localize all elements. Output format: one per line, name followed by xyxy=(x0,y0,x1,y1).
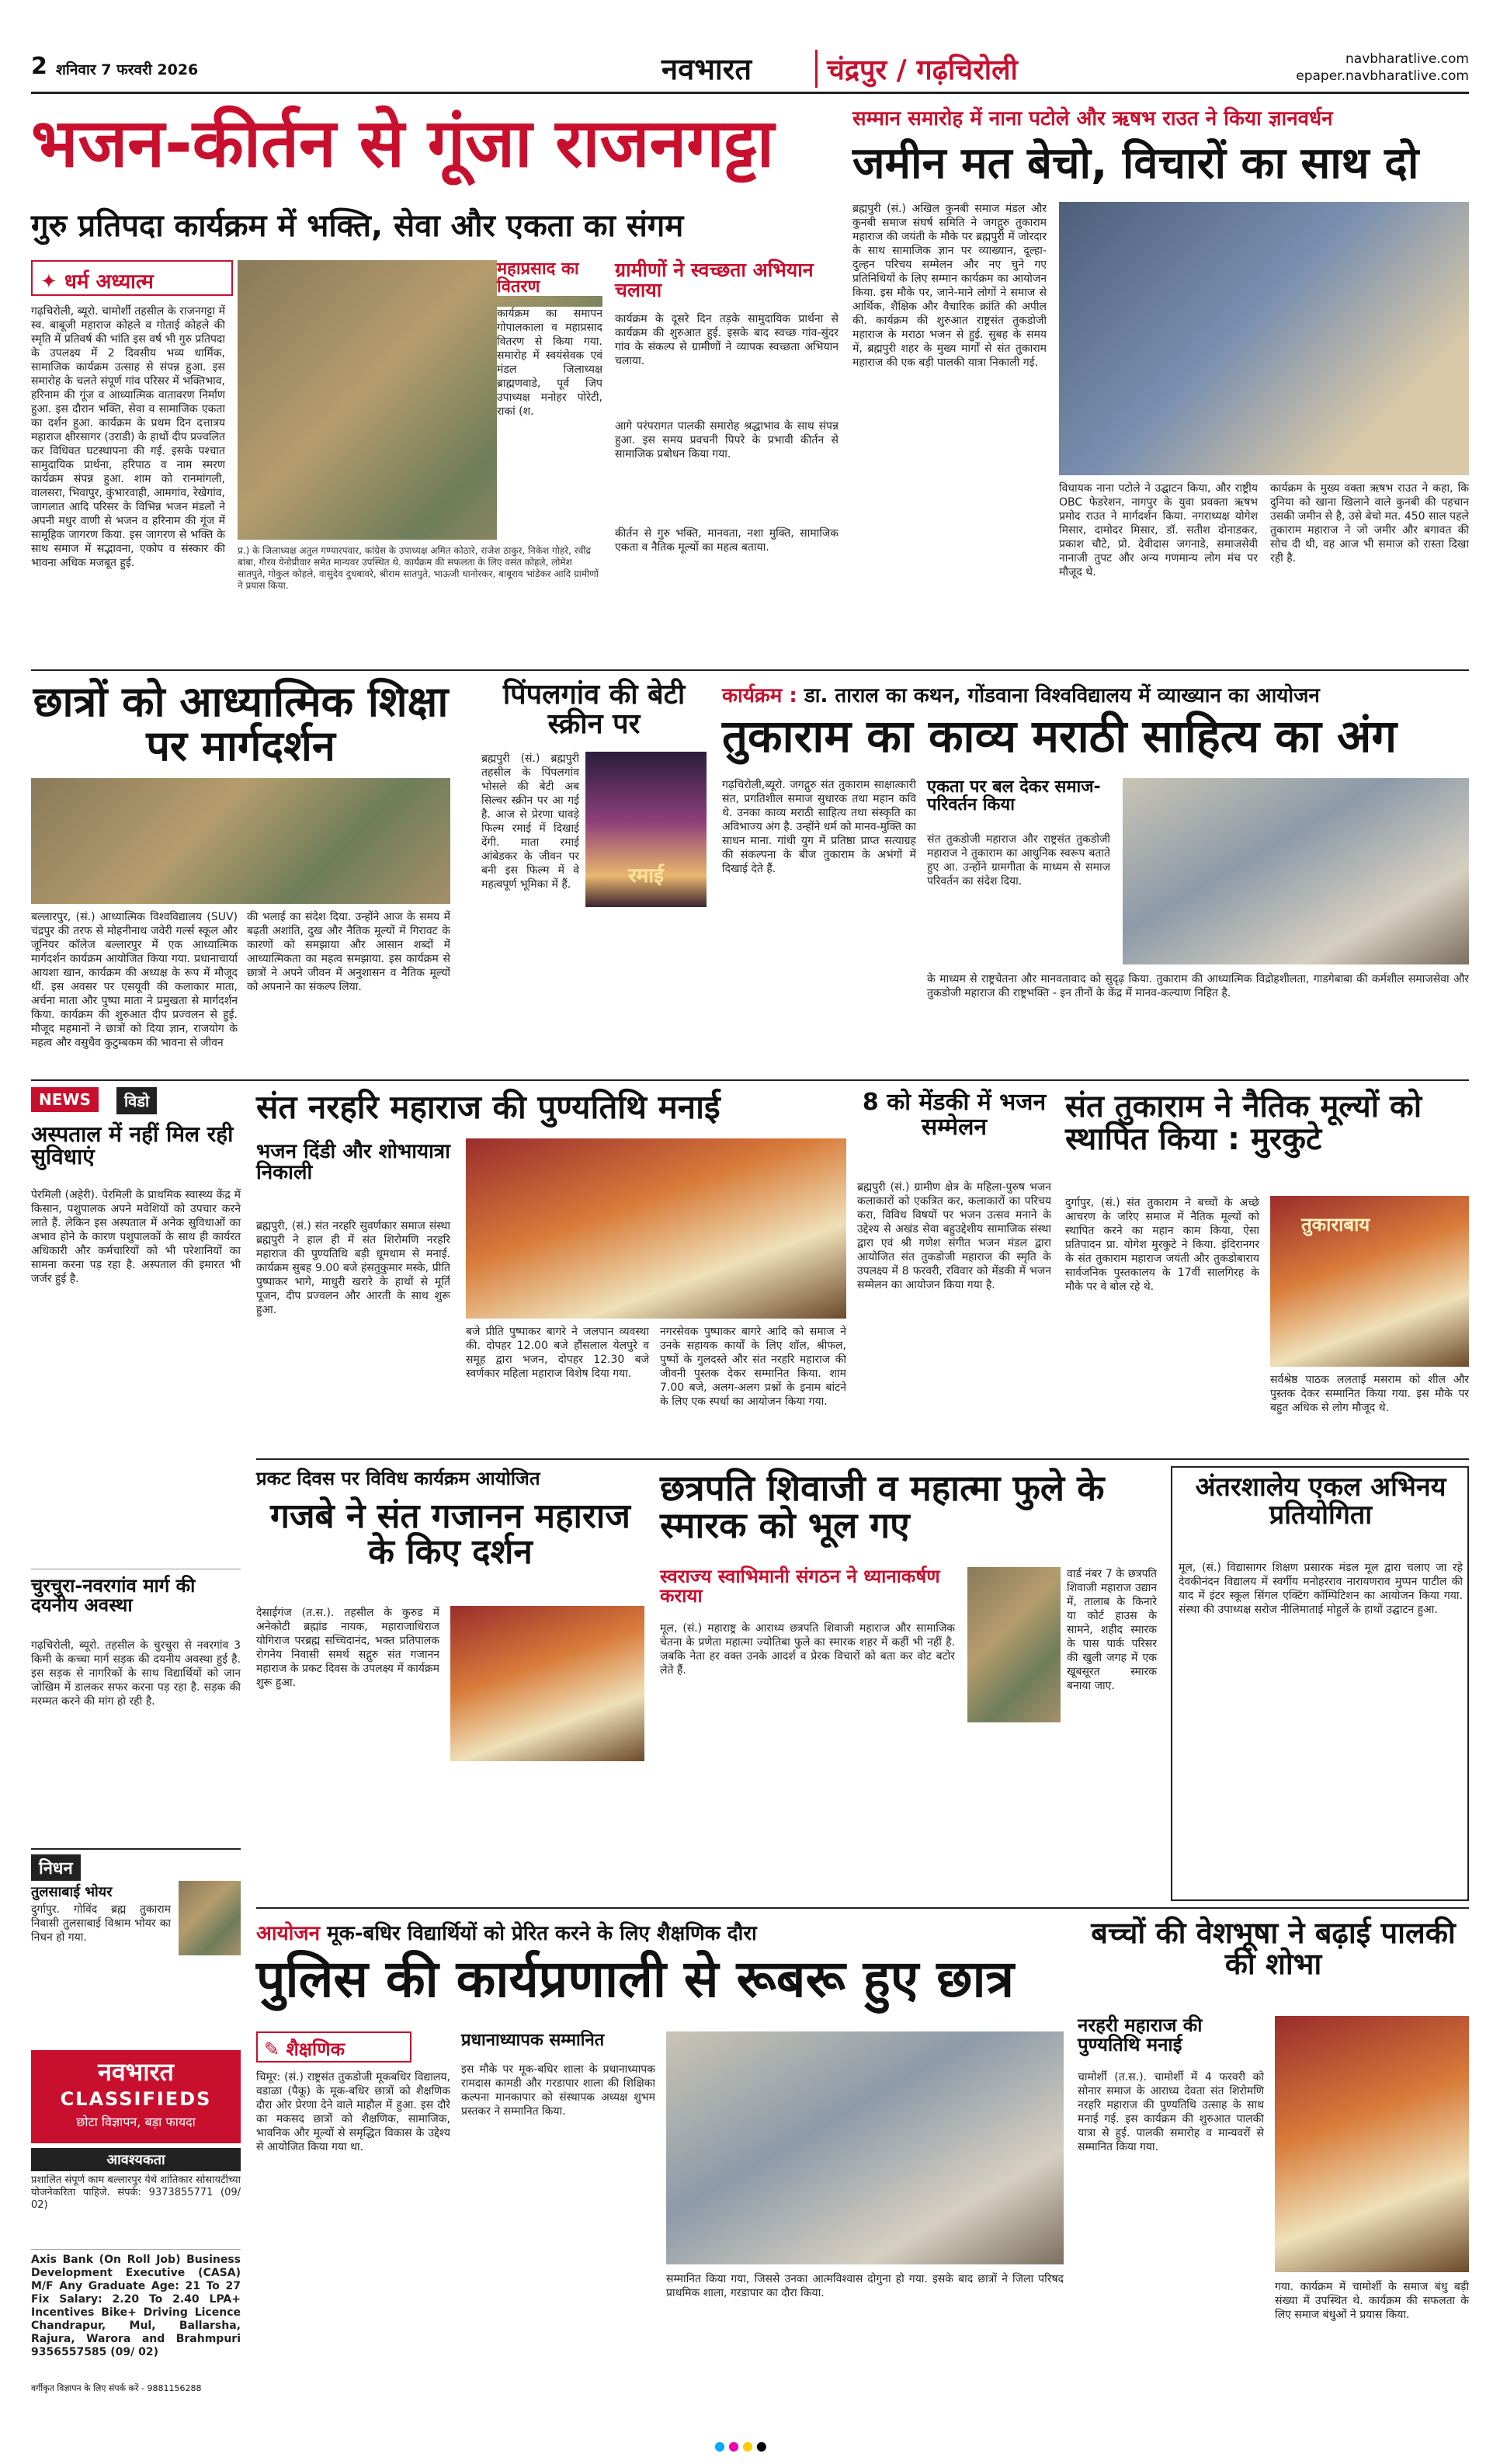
karyakram-kicker xyxy=(722,680,1320,708)
police-body2: सम्मानित किया गया, जिससे उनका आत्मविश्वास दोगुना हो गया. इसके बाद छात्रों ने जिला परिषद प्राथमिक शाला, गरडापार का दौरा किया. xyxy=(666,2273,1064,2299)
website-link[interactable]: navbharatlive.com xyxy=(1345,51,1469,67)
classifieds-title: CLASSIFIEDS xyxy=(60,2088,212,2110)
police-kicker xyxy=(256,1918,757,1946)
abhinay-story xyxy=(1171,1466,1469,1901)
classified-ad-1: प्रशालित संपूर्ण काम बल्लारपुर येथे शांतिकार सोसायटीच्या योजनेकरिता पाहिजे. संपर्क: 9373855771 (09/ 02) xyxy=(31,2174,241,2211)
karyakram-side-head: एकता पर बल देकर समाज-परिवर्तन किया xyxy=(927,777,1101,815)
abhinay-body: मूल, (सं.) विद्यासागर शिक्षण प्रसारक मंडल मूल द्वारा चलाए जा रहे देवकीनंदन विद्यालय में स्वर्गीय मनोहरराव नारायणराव मुप्पन पाटील की याद में इंटर स्कूल सिंगल एक्टिंग कॉम्पिटिशन का आयोजन किया गया. संस्था की उपाध्यक्ष सरोज नीलिमाताई मोहुर्ले के हाथों उद्घाटन हुआ. xyxy=(1179,1562,1463,1616)
narhari-body: ब्रह्मपुरी, (सं.) संत नरहरि सुवर्णकार समाज संस्था ब्रह्मपुरी ने हाल ही में संत शिरोमणि नरहरि महाराज की पुण्यतिथि बड़ी धूमधाम से मनाई. कार्यक्रम सुबह 9.00 बजे हंसतुकुमार मस्के, प्रीति पुष्पाकर भागे, माधुरी खरारे के हाथों से मूर्ति पूजन, दीप प्रज्वलन और आरती के साथ शुरू हुआ. xyxy=(256,1220,450,1316)
narhari-body2: बजे प्रीति पुष्पाकर बागरे ने जलपान व्यवस्था की. दोपहर 12.00 बजे हौंसलाल येलपुरे व समूह द्वारा भजन, दोपहर 12.30 बजे स्वर्णकार महिला महाराज विशेष दिया गया. xyxy=(466,1326,649,1380)
lead-subhead: गुरु प्रतिपदा कार्यक्रम में भक्ति, सेवा और एकता का संगम xyxy=(31,208,684,244)
karyakram-body2: के माध्यम से राष्ट्रचेतना और मानवतावाद को सुदृढ़ किया. तुकाराम की आध्यात्मिक विद्रोहशीलता, गाडगेबाबा की कर्मशील समाजसेवा और तुकडोजी महाराज की राष्ट्रभक्ति - इन तीनों के केंद्र में मानव-कल्याण निहित है. xyxy=(927,973,1469,999)
vido-tag-label: विडो xyxy=(116,1087,157,1114)
masthead xyxy=(31,48,1469,103)
book-icon: ✎ xyxy=(264,2038,280,2060)
classifieds-divider xyxy=(31,2249,241,2250)
classifieds-tagline: छोटा विज्ञापन, बड़ा फायदा xyxy=(76,2115,196,2129)
tukaram-story xyxy=(1065,1087,1469,1452)
police-photo xyxy=(666,2031,1064,2264)
abhinay-headline: अंतरशालेय एकल अभिनय प्रतियोगिता xyxy=(1195,1472,1446,1531)
section-rule-3 xyxy=(256,1458,1469,1460)
section-tag xyxy=(31,260,233,296)
karyakram-kicker-text: डा. ताराल का कथन, गोंडवाना विश्वविद्यालय में व्याख्यान का आयोजन xyxy=(804,684,1320,707)
samman-kicker: सम्मान समारोह में नाना पटोले और ऋषभ राउत ने किया ज्ञानवर्धन xyxy=(852,107,1333,130)
samman-headline: जमीन मत बेचो, विचारों का साथ दो xyxy=(852,138,1419,189)
section-rule-4 xyxy=(256,1907,1469,1909)
tukaram-body2: सर्वश्रेष्ठ पाठक ललताई मसराम को शील और पुस्तक देकर सम्मानित किया गया. इस मौके पर बहुत अधिक से लोग मौजूद थे. xyxy=(1270,1374,1469,1414)
masthead-rule xyxy=(31,92,1469,94)
tukaram-banner-text: तुकाराबाय xyxy=(1301,1214,1370,1235)
police-side-body: इस मौके पर मूक-बधिर शाला के प्रधानाध्यापक रामदास कामडी और गरडापार शाला की शिक्षिका कल्पना मानकापार को संस्थापक अध्यक्ष शुभम प्रस्तकर ने सम्मानित किया. xyxy=(461,2063,655,2118)
gajanan-story xyxy=(256,1466,644,1901)
shivaji-statue-photo xyxy=(967,1567,1061,1722)
nidhan-label: निधन xyxy=(31,1854,81,1881)
chhatra-story xyxy=(31,677,466,1073)
palki-story xyxy=(1078,1915,1469,2428)
section-tag-label: धर्म अध्यात्म xyxy=(64,270,154,294)
section-rule-1 xyxy=(31,669,1469,671)
classifieds-section: आवश्यकता xyxy=(31,2148,241,2171)
film-poster-title: रमाई xyxy=(628,864,664,888)
news-headline2: चुरचुरा-नवरगांव मार्ग की दयनीय अवस्था xyxy=(31,1575,196,1617)
pimpal-story xyxy=(481,677,707,1073)
tukaram-body: दुर्गापुर, (सं.) संत तुकाराम ने बच्चों के अच्छे आचरण के जरिए समाज में नैतिक मूल्यों को स्थापित करने का महान काम किया, ऐसा प्रतिपादन प्रा. योगेश मुरकुटे ने किया. इंदिरानगर के संत तुकाराम महाराज जयंती और तुकडोबाराय सार्वजनिक पुस्तकालय के 17वीं सालगिरह के मौके पर वे बोल रहे थे. xyxy=(1065,1197,1259,1293)
news-body2: गढ़चिरोली, ब्यूरो. तहसील के चुरचुरा से नवरगांव 3 किमी के कच्चा मार्ग सड़क की दयनीय अवस्था हुई है. इस सड़क से नागरिकों के साथ विद्यार्थियों को जान जोखिम में डालकर सफर करना पड़ रहा है. सड़क की मरम्मत करने की मांग हो रही है. xyxy=(31,1639,241,1708)
news-vido-box xyxy=(31,1087,241,2042)
classifieds-logo: नवभारत xyxy=(98,2057,174,2087)
gajanan-body: देसाईगंज (त.स.). तहसील के कुरुड में अनेकोटी ब्रह्मांड नायक, महाराजाधिराज योगिराज परब्रह्म सच्चिदानंद, भक्त प्रतिपालक रोगनेय निवासी समर्थ सद्गुरु संत गजानन महाराज के प्रकट दिवस के उपलक्ष्य में कार्यक्रम शुरू हुआ. xyxy=(256,1607,439,1689)
narhari-story xyxy=(256,1087,846,1452)
lead-story xyxy=(31,105,839,664)
shivaji-story xyxy=(660,1466,1157,1901)
classifieds-header xyxy=(31,2050,241,2143)
karyakram-body: गढ़चिरोली,ब्यूरो. जगद्गुरु संत तुकाराम साक्षात्कारी संत, प्रगतिशील समाज सुधारक तथा महान कवि थे. उनका काव्य मराठी साहित्य तथा संस्कृति का अविभाज्य अंग है. उन्होंने धर्म को मानव-मुक्ति का साधन माना. गांधी युग में प्रतिष्ठा प्राप्त सत्याग्रह की संकल्पना के बीज तुकाराम के अभंगों में दिखाई देते हैं. xyxy=(722,779,916,875)
shivaji-subhead: स्वराज्य स्वाभिमानी संगठन ने ध्यानाकर्षण कराया xyxy=(660,1566,940,1607)
edition-name: चंद्रपुर / गढ़चिरोली xyxy=(815,50,1018,88)
palki-subhead: नरहरी महाराज की पुण्यतिथि मनाई xyxy=(1078,2014,1203,2056)
samman-body: ब्रह्मपुरी (सं.) अखिल कुनबी समाज मंडल और कुनबी समाज संघर्ष समिति ने जगद्गुरु तुकाराम महाराज की जयंती के मौके पर ब्रह्मपुरी में जोरदार के साथ सामाजिक ज्ञान पर व्याख्यान, दूल्हा-दुल्हन परिचय सम्मेलन और नए चुने गए प्रतिनिधियों के लिए सम्मान कार्यक्रम का आयोजन किया. इस मौके पर, जाने-माने लोगों ने समाज से आर्थिक, शैक्षिक और वैचारिक क्रांति की अपील की. कार्यक्रम की शुरुआत राष्ट्रसंत तुकडोजी महाराज के मराठा भजन से हुई. सुबह के समय में, ब्रह्मपुरी शहर के मुख्य मार्गों से संत तुकाराम महाराज की एक बड़ी पालकी यात्रा निकाली गई. xyxy=(852,203,1047,369)
shivaji-body: मूल, (सं.) महाराष्ट्र के आराध्य छत्रपति शिवाजी महाराज और सामाजिक चेतना के प्रणेता महात्मा ज्योतिबा फुले का स्मारक शहर में कहीं भी नहीं है. जबकि नेता हर वक्त उनके आदर्श व प्रेरक विचारों को बता कर वोट बटोर लेते हैं. xyxy=(660,1622,955,1677)
karyakram-kicker-label: कार्यक्रम : xyxy=(722,684,797,707)
police-kicker-text: मूक-बधिर विद्यार्थियों को प्रेरित करने के लिए शैक्षणिक दौरा xyxy=(327,1922,757,1945)
police-tag xyxy=(256,2031,411,2063)
gajanan-photo xyxy=(450,1606,644,1761)
issue-date: शनिवार 7 फरवरी 2026 xyxy=(56,61,199,78)
gajanan-kicker: प्रकट दिवस पर विविध कार्यक्रम आयोजित xyxy=(256,1468,540,1489)
pimpal-headline: पिंपलगांव की बेटी स्क्रीन पर xyxy=(502,679,686,740)
palki-headline: बच्चों की वेशभूषा ने बढ़ाई पालकी की शोभा xyxy=(1091,1916,1456,1981)
lead-body: गढ़चिरोली, ब्यूरो. चामोर्शी तहसील के राजनगट्टा में स्व. बाबूजी महाराज कोहले व गोताई कोहले की स्मृति में प्रतिवर्ष की भांति इस वर्ष भी गुरु प्रतिपदा के उपलक्ष्य में 2 दिवसीय भव्य धार्मिक, सामाजिक कार्यक्रम उत्साह से संपन्न हुआ. इस समारोह के चलते संपूर्ण गांव परिसर में भक्तिभाव, हरिनाम की गूंज व आध्यात्मिक वातावरण निर्माण हुआ. इस दौरान भक्ति, सेवा व सामाजिक एकता का दर्शन हुआ. कार्यक्रम के प्रथम दिन दत्तात्रय महाराज क्षीरसागर (उराडी) के हाथों दीप प्रज्वलित कर विधिवत घटस्थापना की गई. इसके पश्चात सामुदायिक प्रार्थना, हरिपाठ व नाम स्मरण कार्यक्रम संपन्न हुआ. शाम को रानमांगली, वालसरा, भिवापुर, कुंभारवाही, आमगांव, रेखेगांव, जागलात आदि परिसर के विभिन्न भजन मंडलों ने अपनी मधुर वाणी से भजन व हरिनाम की गूंज में सामूहिक जागरण किया. इस जागरण से भक्ति के साथ समाज में सद्भावना, एकोप व संस्कार की भावना अधिक मजबूत हुई. xyxy=(31,305,225,569)
mandi-story xyxy=(857,1087,1051,1452)
lead-side2-b2: आगे परंपरागत पालकी समारोह श्रद्धाभाव के साथ संपन्न हुआ. इस समय प्रवचनी पिपरे के प्रभावी कीर्तन से सामाजिक प्रबोधन किया गया. xyxy=(615,420,839,460)
samman-body2: विधायक नाना पटोले ने उद्घाटन किया, और राष्ट्रीय OBC फेडरेशन, नागपुर के युवा प्रवक्ता ऋषभ प्रमोद राउत ने मार्गदर्शन किया. नगराध्यक्ष योगेश मिसार, दामोदर मिसार, डॉ. सतीश दोनाडकर, प्रकाश चौटे, प्रो. देवीदास जगनाडे, समाजसेवी नानाजी तुपट और अन्य गणमान्य लोग मंच पर मौजूद थे. xyxy=(1059,482,1258,579)
police-kicker-label: आयोजन xyxy=(256,1922,321,1945)
lead-side2-b1: कार्यक्रम के दूसरे दिन तड़के सामुदायिक प्रार्थना से कार्यक्रम की शुरुआत हुई. इसके बाद स्वच्छ गांव-सुंदर गांव के संकल्प से ग्रामीणों ने व्यापक स्वच्छता अभियान चलाया. xyxy=(615,313,839,367)
samman-story xyxy=(852,109,1469,664)
registration-marks: ●●●● xyxy=(714,2438,770,2453)
police-tag-label: शैक्षणिक xyxy=(286,2038,345,2060)
news-body: पेरमिली (अहेरी). पेरमिली के प्राथमिक स्वास्थ्य केंद्र में किसान, पशुपालक अपने मवेशियों को उपचार करने लाते हैं. लेकिन इस अस्पताल में अनेक सुविधाओं का अभाव होने के कारण पशुपालकों के साथ ही कार्यरत अधिकारी और कर्मचारियों को भी परेशानियों का सामना करना पड़ रहा है. अस्पताल की इमारत भी जर्जर हुई है. xyxy=(31,1189,241,1285)
epaper-link[interactable]: epaper.navbharatlive.com xyxy=(1296,68,1469,84)
lead-photo-caption: प्र.) के जिलाध्यक्ष अतुल गण्यारपवार, कांग्रेस के उपाध्यक्ष अमित कोठारे, राजेश ठाकुर, निकेश गोहरे, रवींद्र बांबा, गौरव येनोप्रीवार समेत मान्यवर उपस्थित थे. कार्यक्रम की सफलता के लिए वसंत कोहले, लोमेश सातपुते, गोकुल कोहले, वासुदेव दुधबावरे, श्रीराम सातपुते, भाऊजी धानोरकर, बाबूराव भांडेकर आदि ग्रामीणों ने प्रयास किया. xyxy=(238,545,599,591)
shivaji-body2: वार्ड नंबर 7 के छत्रपति शिवाजी महाराज उद्यान में, तालाब के किनारे या कोर्ट हाउस के सामने, शहीद स्मारक के पास पार्क परिसर की खुली जगह में एक खूबसूरत स्मारक बनाया जाए. xyxy=(1067,1568,1157,1692)
nidhan-name: तुलसाबाई भोयर xyxy=(31,1884,113,1900)
palki-body2: गया. कार्यक्रम में चामोर्शी के समाज बंधु बड़ी संख्या में उपस्थित थे. कार्यक्रम की सफलता के लिए समाज बंधुओं ने प्रयास किया. xyxy=(1275,2281,1469,2321)
tukaram-photo xyxy=(1270,1196,1469,1367)
nidhan-portrait xyxy=(179,1881,241,1955)
palki-body: चामोर्शी (त.स.). चामोर्शी में 4 फरवरी को सोनार समाज के आराध्य देवता संत शिरोमणि नरहरि महाराज की पुण्यतिथि उत्साह के साथ मनाई गई. इस कार्यक्रम की शुरुआत पालकी यात्रा से हुई. पालकी समारोह व मान्यवरों से सम्मानित किया गया. xyxy=(1078,2071,1264,2153)
karyakram-side-body: संत तुकडोजी महाराज और राष्ट्रसंत तुकडोजी महाराज ने तुकाराम का आधुनिक स्वरूप बताते हुए आ. उन्होंने ग्रामगीता के माध्यम से समाज परिवर्तन का संदेश दिया. xyxy=(927,833,1110,888)
pray-icon: ✦ xyxy=(40,270,57,294)
lead-side2-head: ग्रामीणों ने स्वच्छता अभियान चलाया xyxy=(615,259,814,302)
karyakram-headline: तुकाराम का काव्य मराठी साहित्य का अंग xyxy=(722,710,1398,763)
chhatra-photo xyxy=(31,778,450,904)
nidhan-box xyxy=(31,1848,241,1957)
lead-side2-b3: कीर्तन से गुरु भक्ति, मानवता, नशा मुक्ति, सामाजिक एकता व नैतिक मूल्यों का महत्व बताया. xyxy=(615,527,839,554)
karyakram-story xyxy=(722,677,1469,1073)
lead-headline: भजन-कीर्तन से गूंजा राजनगट्टा xyxy=(31,105,774,182)
mandi-body: ब्रह्मपुरी (सं.) ग्रामीण क्षेत्र के महिला-पुरुष भजन कलाकारों को एकत्रित कर, कलाकारों का परिचय करा, विविध विषयों पर भजन उत्सव मनाने के उद्देश्य से अखंड सेवा बहुउद्देशीय सामाजिक संस्था द्वारा एवं श्री गणेश संगीत भजन मंडल द्वारा आयोजित संत तुकडोजी महाराज की स्मृति के उपलक्ष्य में 8 फरवरी, रविवार को मेंडकी में भजन सम्मेलन का आयोजन किया गया है. xyxy=(857,1181,1051,1291)
chhatra-headline: छात्रों को आध्यात्मिक शिक्षा पर मार्गदर्शन xyxy=(33,677,449,770)
narhari-headline: संत नरहरि महाराज की पुण्यतिथि मनाई xyxy=(256,1088,720,1126)
shivaji-headline: छत्रपति शिवाजी व महात्मा फुले के स्मारक को भूल गए xyxy=(660,1467,1105,1547)
palki-photo xyxy=(1275,2016,1469,2272)
tukaram-headline: संत तुकाराम ने नैतिक मूल्यों को स्थापित किया : मुरकुटे xyxy=(1065,1089,1422,1157)
chhatra-body2: की भलाई का संदेश दिया. उन्होंने आज के समय में बढ़ती अशांति, दुख और नैतिक मूल्यों में गिरावट के कारणों को समझाया और आसान शब्दों में आध्यात्मिकता का महत्व समझाया. इस कार्यक्रम से छात्रों ने अपने जीवन में अनुशासन व नैतिक मूल्यों को अपनाने का संकल्प लिया. xyxy=(247,911,450,993)
lead-side1-head: महाप्रसाद का वितरण xyxy=(497,260,602,296)
classifieds-footer: वर्गीकृत विज्ञापन के लिए संपर्क करें - 9881156288 xyxy=(31,2383,202,2393)
nidhan-body: दुर्गापुर. गोविंद ब्रह्म तुकाराम निवासी तुलसाबाई विश्राम भोयर का निधन हो गया. xyxy=(31,1903,171,1944)
paper-logo: नवभारत xyxy=(661,52,752,86)
police-side-head: प्रधानाध्यापक सम्मानित xyxy=(461,2031,605,2050)
narhari-body3: नगरसेवक पुष्पाकर बागरे आदि को समाज ने उनके सहायक कार्यों के लिए शॉल, श्रीफल, पुष्पों के गुलदस्ते और संत नरहरि महाराज की जीवनी पुस्तक देकर सम्मानित किया. शाम 7.00 बजे, अलग-अलग प्रश्नों के इनाम बांटने के लिए एक स्पर्धा का आयोजन किया गया. xyxy=(660,1326,846,1408)
news-headline: अस्पताल में नहीं मिल रही सुविधाएं xyxy=(31,1121,234,1170)
lead-side1-body: कार्यक्रम का समापन गोपालकाला व महाप्रसाद वितरण से किया गया. समारोह में स्वयंसेवक एवं मंडल जिलाध्यक्ष ब्राह्मणवाडे, पूर्व जिप उपाध्यक्ष मनोहर पोरेटी, राकां (श. xyxy=(497,307,602,540)
mandi-headline: 8 को मेंडकी में भजन सम्मेलन xyxy=(862,1089,1047,1141)
film-poster xyxy=(585,752,707,907)
police-body: चिमूर: (सं.) राष्ट्रसंत तुकडोजी मूकबधिर विद्यालय, वडाळा (पैकू) के मूक-बधिर छात्रों को शैक्षणिक दौरा ओर प्रेरणा देने वाले माहौल में हुआ. इस दौरे का मकसद छात्रों को शैक्षणिक, सामाजिक, भावनिक और मूल्यों से समृद्धित विकास के उद्देश्य से आयोजित किया गया था. xyxy=(256,2071,450,2153)
police-story xyxy=(256,1915,1064,2428)
narhari-photo xyxy=(466,1138,846,1319)
karyakram-photo xyxy=(1123,778,1469,964)
gajanan-headline: गजबे ने संत गजानन महाराज के किए दर्शन xyxy=(270,1496,630,1573)
classified-ad-2: Axis Bank (On Roll Job) Business Development Executive (CASA) M/F Any Graduate Age: 21 To 27 Fix Salary: 2.20 To 2.40 LPA+ Incentives Bike+ Driving Licence Chandrapur, Mul, Ballarsha, Rajura, Warora and Brahmpuri 9356557585 (09/ 02) xyxy=(31,2254,241,2358)
classifieds-box xyxy=(31,2050,241,2400)
chhatra-body: बल्लारपुर, (सं.) आध्यात्मिक विश्वविद्यालय (SUV) चंद्रपुर की तरफ से मोहनीनाथ जवेरी गर्ल्स स्कूल और जूनियर कॉलेज बल्लारपुर में एक आध्यात्मिक मार्गदर्शन कार्यक्रम आयोजित किया गया. प्रधानाचार्या आयशा खान, कार्यक्रम की अध्यक्ष के रूप में मौजूद थीं. इस अवसर पर एसयूवी की कलाकार माता, अर्चना माता और पुष्पा माता ने प्रमुखता से मार्गदर्शन किया. कार्यक्रम की शुरुआत दीप प्रज्वलन से हुई. मौजूद महमानों ने छात्रों को दिया ज्ञान, राजयोग के महत्व और वसुधैव कुटुम्बकम की भावना से जीवन xyxy=(31,911,238,1049)
news-tag-label: NEWS xyxy=(31,1087,99,1112)
page-number: 2 xyxy=(31,53,47,80)
section-rule-2 xyxy=(31,1079,1469,1081)
samman-body3: कार्यक्रम के मुख्य वक्ता ऋषभ राउत ने कहा, कि दुनिया को खाना खिलाने वाले कुनबी की पहचान उसकी जमीन से है, उसे बेचो मत. 450 साल पहले तुकाराम महाराज ने जो जमीर और बगावत की सोच दी थी, वह आज भी समाज को रास्ता दिखा रही है. xyxy=(1270,482,1469,565)
pimpal-body: ब्रह्मपुरी (सं.) ब्रह्मपुरी तहसील के पिंपलगांव भोसले की बेटी अब सिल्वर स्क्रीन पर आ गई है. आज से प्रेरणा धावड़े फिल्म रमाई में दिखाई देंगी. माता रमाई आंबेडकर के जीवन पर बनी इस फिल्म में वे महत्वपूर्ण भूमिका में हैं. xyxy=(481,752,579,891)
news-tag xyxy=(31,1087,241,1115)
narhari-subhead: भजन दिंडी और शोभायात्रा निकाली xyxy=(256,1140,450,1185)
samman-photo xyxy=(1059,202,1469,475)
police-headline: पुलिस की कार्यप्रणाली से रूबरू हुए छात्र xyxy=(256,1949,1015,2009)
